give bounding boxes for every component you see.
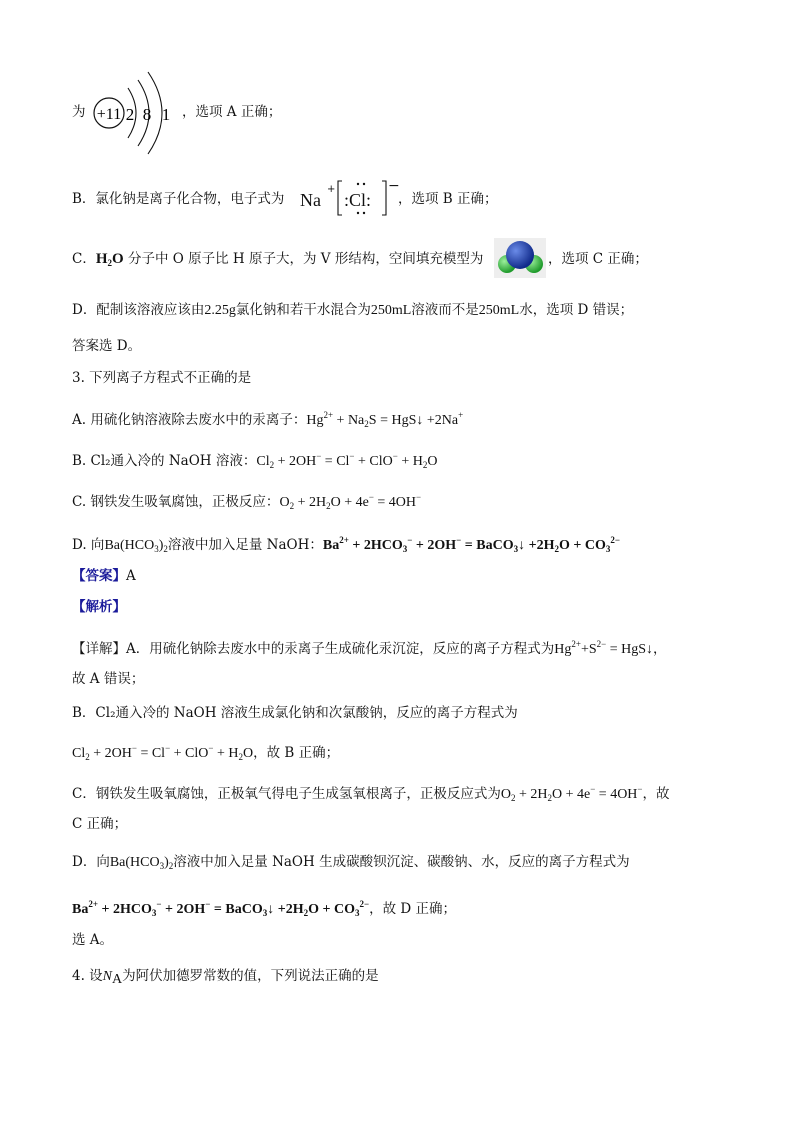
q3-c-equation: $O_2 + 2H_2O + 4e^- = 4OH^-$ [279, 492, 422, 511]
atom-suffix: ，选项 A 正确； [182, 104, 282, 120]
question-3-title [72, 368, 251, 388]
option-c-suffix: ，选项 C 正确； [548, 251, 648, 267]
q3-d-text2: 溶液中加入足量 NaOH： [167, 537, 323, 553]
q3-detail-d-line1 [72, 852, 630, 876]
option-b-suffix-line [398, 189, 498, 209]
shell-electrons-2: 8 [142, 105, 152, 124]
q3-a-equation: $Hg^{2+} + Na_2S$ = HgS↓ +2Na+ [306, 410, 464, 429]
shell-electrons-3: 1 [161, 105, 171, 124]
q4-prefix: 4. 设 [72, 968, 103, 984]
nucleus-charge: +11 [96, 106, 122, 123]
option-d-text4: 水，选项 D 错误； [519, 302, 634, 318]
option-c-suffix-line [548, 249, 648, 269]
chloride-charge: − [388, 178, 400, 194]
atom-suffix-line [182, 102, 281, 122]
answer-label: 【答案】 [72, 568, 126, 584]
electron-formula-nacl [300, 178, 400, 218]
analysis-label: 【解析】 [72, 599, 126, 615]
answer-value: A [126, 568, 136, 584]
q3-detail-a-line1 [72, 634, 667, 660]
avogadro-subscript: A [112, 972, 123, 987]
water-sub: 2 [107, 258, 113, 268]
q3-option-a [72, 405, 463, 434]
detail-b-text1: B．Cl₂通入冷的 NaOH 溶液生成氯化钠和次氯酸钠，反应的离子方程式为 [72, 705, 518, 721]
water-o: O [112, 251, 124, 267]
detail-a-text3: 故 A 错误； [72, 671, 145, 687]
option-c-label: C． [72, 251, 96, 267]
q3-option-d [72, 530, 620, 559]
question-3-text: 3. 下列离子方程式不正确的是 [72, 370, 252, 386]
q3-answer-line [72, 566, 136, 586]
detail-label: 【详解】 [72, 641, 126, 657]
q4-suffix: 为阿伏加德罗常数的值，下列说法正确的是 [122, 968, 379, 984]
detail-c-text3: C 正确； [72, 816, 128, 832]
q3-d-compound: $Ba(HCO_3)_2$ [104, 538, 168, 554]
q3-detail-a-line2 [72, 669, 144, 689]
detail-b-text2: ，故 B 正确； [253, 745, 340, 761]
detail-c-text2: ，故 [642, 786, 670, 802]
answer-choice-line [72, 336, 141, 356]
option-c-line [72, 249, 483, 273]
q3-detail-b-line1 [72, 703, 518, 723]
q3-detail-c-line2 [72, 814, 127, 834]
detail-b-equation: $Cl_2 + 2OH^- = Cl^- + ClO^- + H_2O$ [72, 743, 254, 762]
q3-conclusion-line [72, 930, 113, 950]
avogadro-symbol: N [102, 969, 113, 984]
nacl-mass: 2.25g [204, 303, 236, 318]
q3-b-equation: $Cl_2 + 2OH^- = Cl^- + ClO^- + H_2O$ [256, 451, 438, 470]
q3-detail-d-line2 [72, 894, 456, 923]
question-4-title [72, 966, 379, 990]
q3-d-text1: D. 向 [72, 537, 105, 553]
water-volume: 250mL [478, 303, 520, 318]
q3-analysis-line [72, 597, 126, 617]
q3-option-c [72, 487, 421, 516]
q3-option-b [72, 446, 437, 475]
chloride-symbol: :Cl: [344, 190, 372, 210]
option-d-text1: D．配制该溶液应该由 [72, 302, 205, 318]
detail-a-text1: A．用硫化钠除去废水中的汞离子生成硫化汞沉淀，反应的离子方程式为 [126, 641, 555, 657]
q3-d-equation: $Ba^{2+} + 2HCO_3^- + 2OH^-$ = BaCO$_3$↓ $+2H_2O + CO_3^{2-}$ [322, 535, 621, 554]
detail-d-text2: 溶液中加入足量 NaOH 生成碳酸钡沉淀、碳酸钠、水，反应的离子方程式为 [173, 854, 630, 870]
q3-a-text: A. 用硫化钠溶液除去废水中的汞离子： [72, 412, 307, 428]
option-d-text2: 氯化钠和若干水混合为 [235, 302, 371, 318]
option-b-suffix: ，选项 B 正确； [398, 191, 498, 207]
water-space-filling-model [494, 238, 546, 278]
q3-c-text: C. 钢铁发生吸氧腐蚀，正极反应： [72, 494, 280, 510]
detail-d-text3: ，故 D 正确； [369, 901, 457, 917]
water-h: H [95, 251, 108, 267]
q3-b-text: B. Cl₂通入冷的 NaOH 溶液： [72, 453, 257, 469]
detail-c-text1: C．钢铁发生吸氧腐蚀，正极氧气得电子生成氢氧根离子，正极反应式为 [72, 786, 501, 802]
sodium-symbol: Na [300, 190, 321, 210]
shell-electrons-1: 2 [125, 105, 135, 124]
q3-detail-c-line1 [72, 779, 670, 808]
atom-prefix: 为 [72, 104, 86, 120]
q3-detail-b-line2 [72, 738, 339, 767]
sodium-charge: + [327, 184, 336, 195]
detail-d-text1: D．向 [72, 854, 110, 870]
answer-choice: 答案选 D。 [72, 338, 142, 354]
detail-c-equation: $O_2 + 2H_2O + 4e^- = 4OH^-$ [500, 784, 643, 803]
option-d-text3: 溶液而不是 [411, 302, 479, 318]
detail-d-compound: $Ba(HCO_3)_2$ [109, 855, 174, 871]
option-b-line [72, 189, 284, 209]
option-b-text: B．氯化钠是离子化合物，电子式为 [72, 191, 285, 207]
atom-structure-line [72, 102, 86, 122]
option-c-text: 分子中 O 原子比 H 原子大，为 V 形结构，空间填充模型为 [127, 251, 484, 267]
detail-a-text2: ， [653, 641, 667, 657]
detail-a-equation: $Hg^{2+}+S^{2-}$ = HgS↓ [554, 639, 654, 657]
detail-d-equation: $Ba^{2+} + 2HCO_3^- + 2OH^-$ = BaCO$_3$↓ $+2H_2O + CO_3^{2-}$ [72, 899, 370, 918]
option-d-line [72, 300, 633, 321]
q3-conclusion: 选 A。 [72, 932, 114, 948]
solution-volume: 250mL [370, 303, 412, 318]
